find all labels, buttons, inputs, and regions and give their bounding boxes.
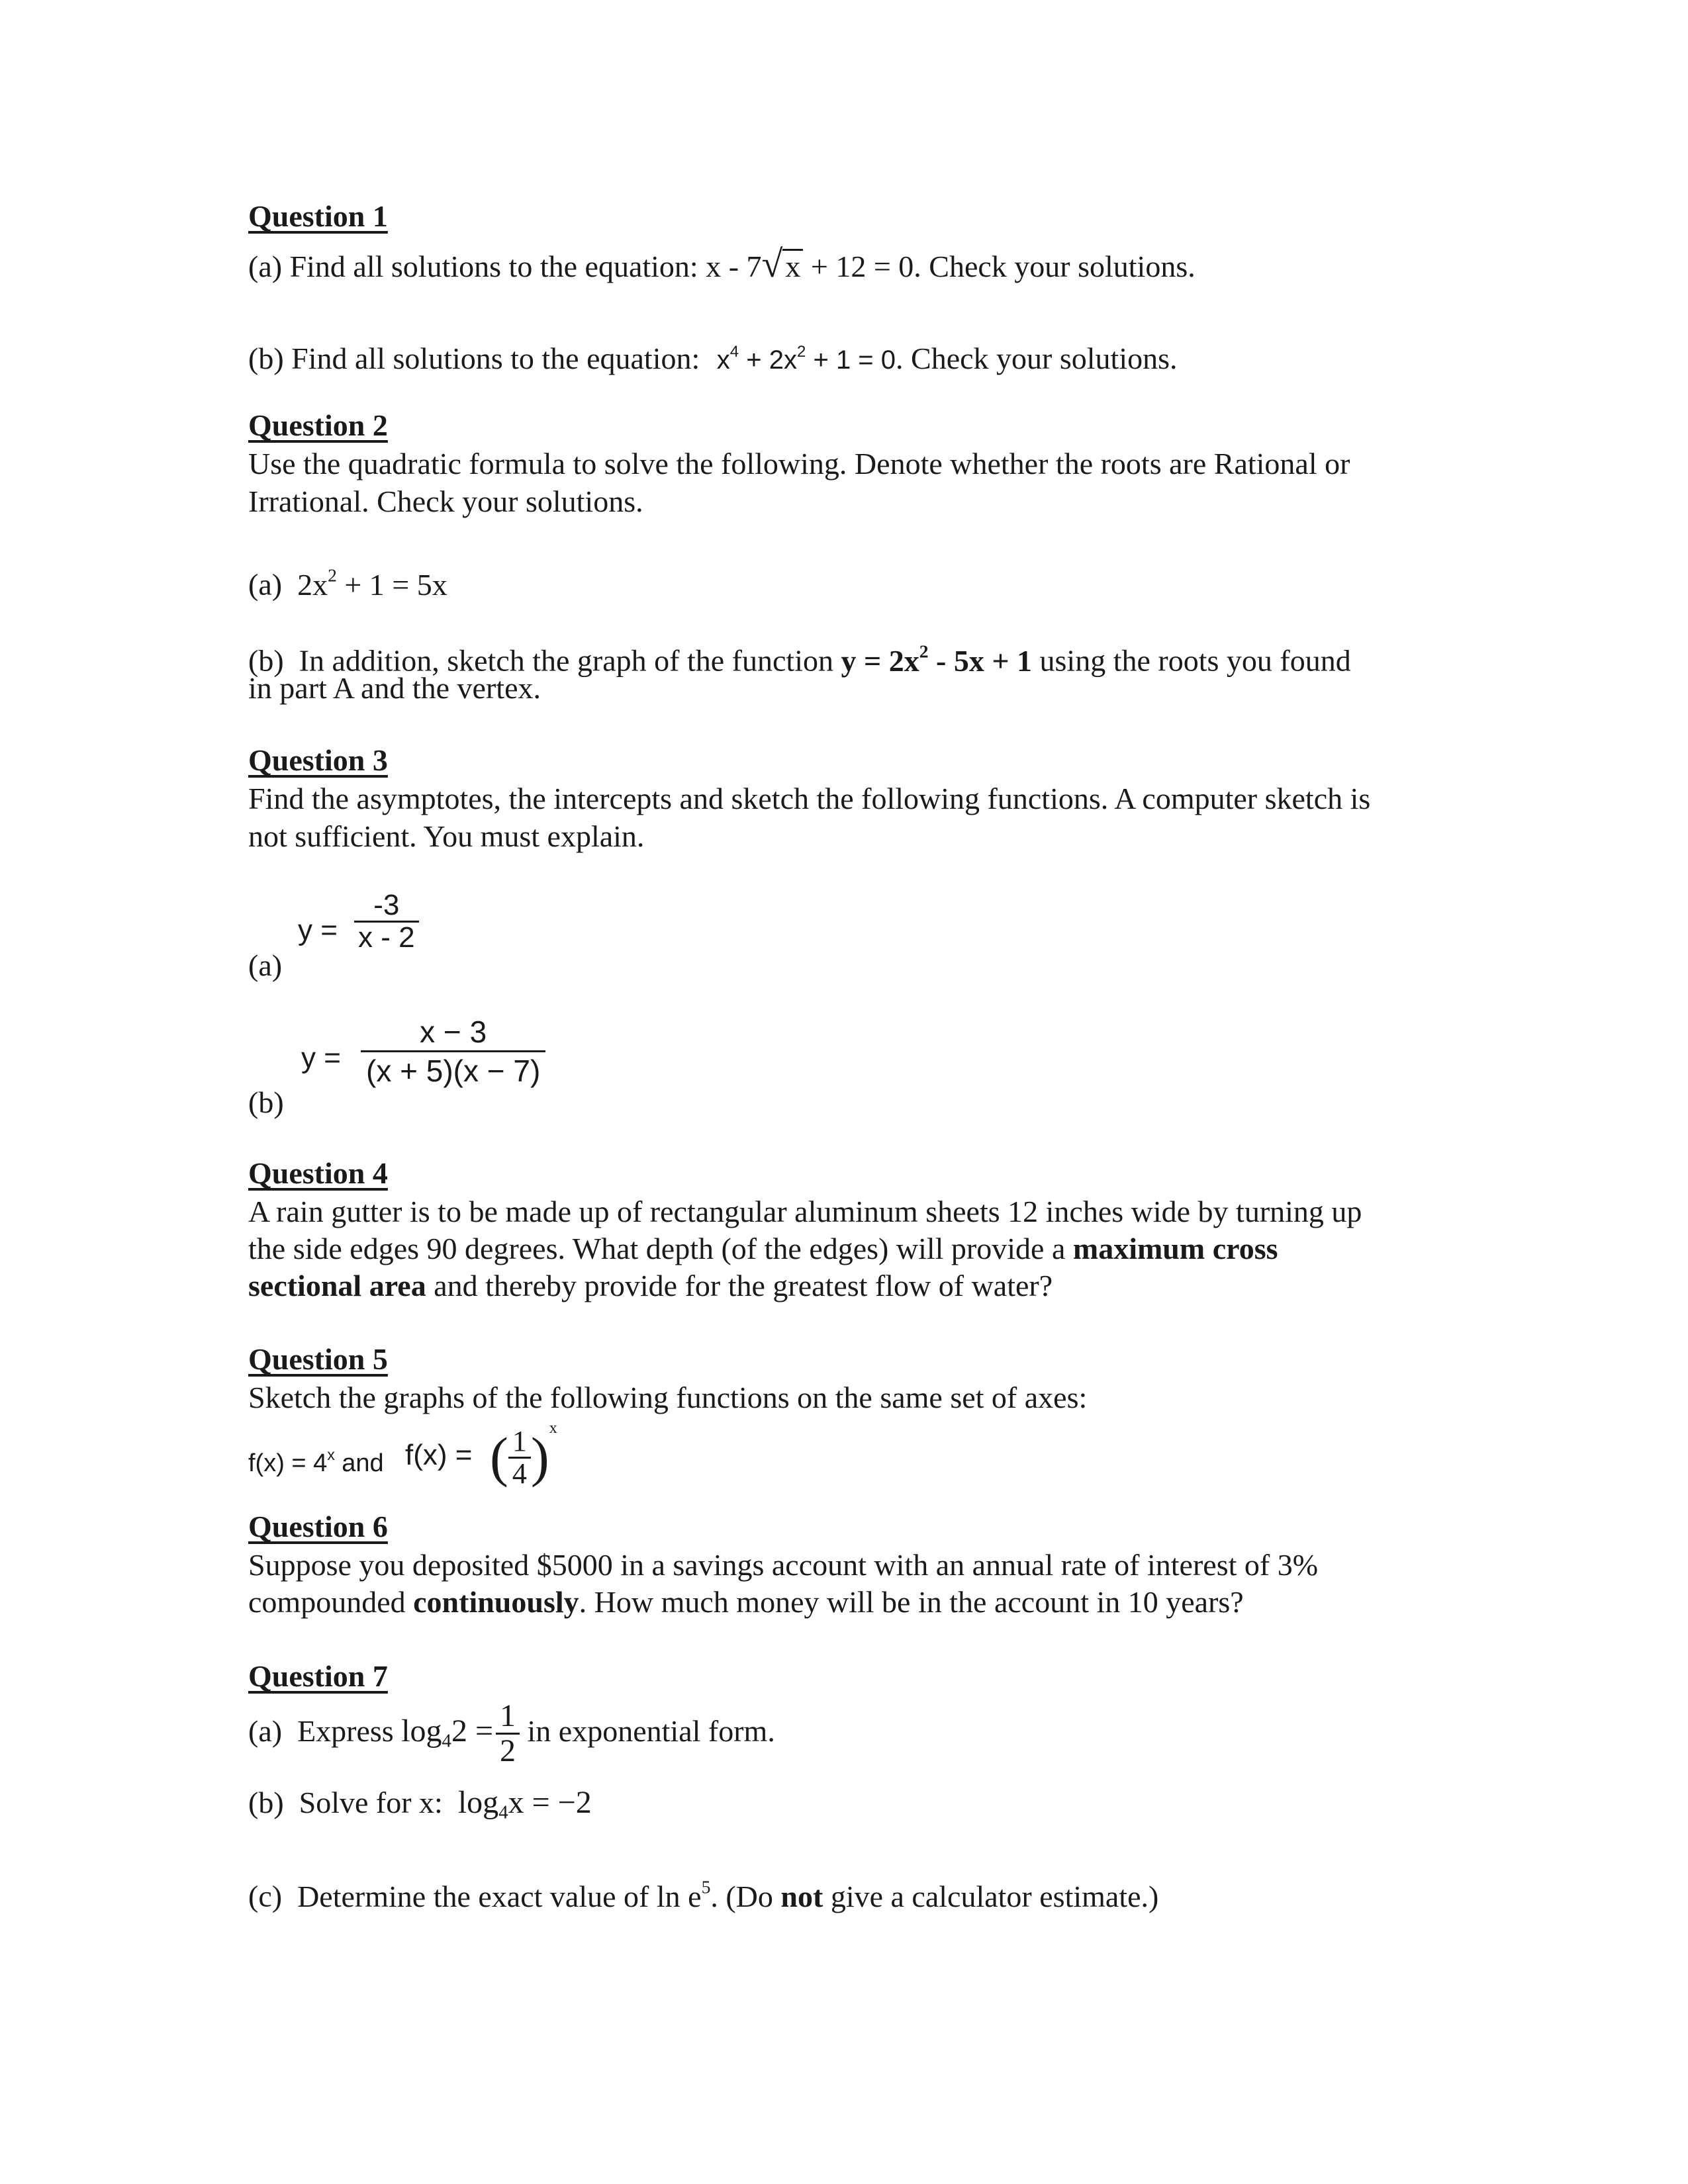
q2b-label: (b): [248, 643, 284, 678]
q2a-label: (a): [248, 567, 283, 602]
q5-denominator: 4: [512, 1457, 527, 1490]
radical-icon: √: [761, 242, 783, 285]
q2-part-a: [248, 556, 447, 604]
q4-line3: sectional area and thereby provide for the greatest flow of water?: [248, 1269, 1053, 1302]
q5-function-2-lhs: f(x) =: [405, 1439, 473, 1471]
q6-line2: compounded continuously. How much money will be in the account in 10 years?: [248, 1585, 1244, 1619]
q1-part-b: [248, 333, 1178, 379]
q1b-equation: $x^4 + 2x^2 + 1 = 0$: [716, 343, 896, 375]
q3a-fraction: [354, 890, 419, 953]
q7-heading: Question 7: [248, 1659, 388, 1693]
q7a-text-end: in exponential form.: [527, 1713, 775, 1748]
q1a-text-end: + 12 = 0. Check your solutions.: [810, 250, 1196, 283]
q5-numerator: 1: [508, 1426, 531, 1459]
q5-function-1: $f(x) = 4^x$ and: [248, 1446, 384, 1478]
q4-line2: the side edges 90 degrees. What depth (of the edges) will provide a maximum cross: [248, 1232, 1278, 1265]
q7-part-a: [248, 1700, 775, 1768]
q7c-text: Determine the exact value of $\ln e^5$. (Do not give a calculator estimate.): [297, 1876, 1159, 1913]
q3b-fraction: [361, 1016, 545, 1087]
q5-exponent: x: [549, 1420, 557, 1437]
q2-intro-line1: Use the quadratic formula to solve the following. Denote whether the roots are Rational or: [248, 447, 1350, 480]
q3-intro-line2: not sufficient. You must explain.: [248, 819, 645, 853]
q3b-denominator: (x + 5)(x − 7): [366, 1054, 541, 1089]
q3b-y: y =: [301, 1042, 341, 1074]
q1a-text: Find all solutions to the equation: x - 7: [289, 250, 762, 283]
q4-heading: Question 4: [248, 1156, 388, 1190]
q2b-line2: in part A and the vertex.: [248, 671, 541, 705]
q3a-label: (a): [248, 948, 283, 982]
q7-part-c: [248, 1868, 1158, 1915]
q2-heading: Question 2: [248, 408, 388, 442]
q7a-text: Express: [297, 1713, 394, 1748]
q7b-label: (b): [248, 1786, 284, 1819]
q1b-text: Find all solutions to the equation:: [291, 341, 700, 375]
q4-line1: A rain gutter is to be made up of rectangular aluminum sheets 12 inches wide by turning up: [248, 1195, 1362, 1228]
q3-intro-line1: Find the asymptotes, the intercepts and sketch the following functions. A computer sketch is: [248, 782, 1371, 815]
q7-part-b: [248, 1784, 592, 1832]
q5-heading: Question 5: [248, 1342, 388, 1376]
q7c-label: (c): [248, 1879, 283, 1913]
q3b-numerator: x − 3: [361, 1016, 545, 1052]
q2b-function: $y = 2x^2 - 5x + 1$: [841, 641, 1033, 678]
q6-heading: Question 6: [248, 1510, 388, 1543]
q7b-expression: $\log_4x = -2$: [457, 1785, 592, 1823]
q1-part-a: [248, 242, 1196, 285]
q3a-numerator: -3: [354, 890, 419, 923]
q6-line1: Suppose you deposited $5000 in a savings account with an annual rate of interest of 3%: [248, 1548, 1319, 1582]
q5-function-2-rhs: ( $\frac{1}{4}$ )$^x$: [490, 1420, 557, 1490]
q7b-text: Solve for x:: [299, 1786, 443, 1819]
q3b-label: (b): [248, 1085, 284, 1119]
q1-heading: Question 1: [248, 199, 388, 233]
q1a-label: (a): [248, 250, 283, 283]
q3a-denominator: x - 2: [358, 921, 415, 954]
q5-intro: Sketch the graphs of the following functions on the same set of axes:: [248, 1381, 1088, 1414]
q3-heading: Question 3: [248, 743, 388, 777]
q7a-expression: $\log_42$ = $\frac{1}{2}$: [401, 1713, 520, 1749]
q7a-label: (a): [248, 1713, 283, 1748]
q2a-equation: $2x^2 + 1 = 5x$: [297, 565, 447, 602]
q1b-label: (b): [248, 341, 284, 375]
q2b-text: In addition, sketch the graph of the function: [299, 643, 841, 678]
q3a-y: y =: [298, 914, 338, 946]
q1a-radicand: x: [782, 249, 803, 283]
q1b-text-end: . Check your solutions.: [896, 341, 1178, 375]
q2-intro-line2: Irrational. Check your solutions.: [248, 484, 643, 518]
q2b-text-end: using the roots you found: [1032, 643, 1351, 678]
